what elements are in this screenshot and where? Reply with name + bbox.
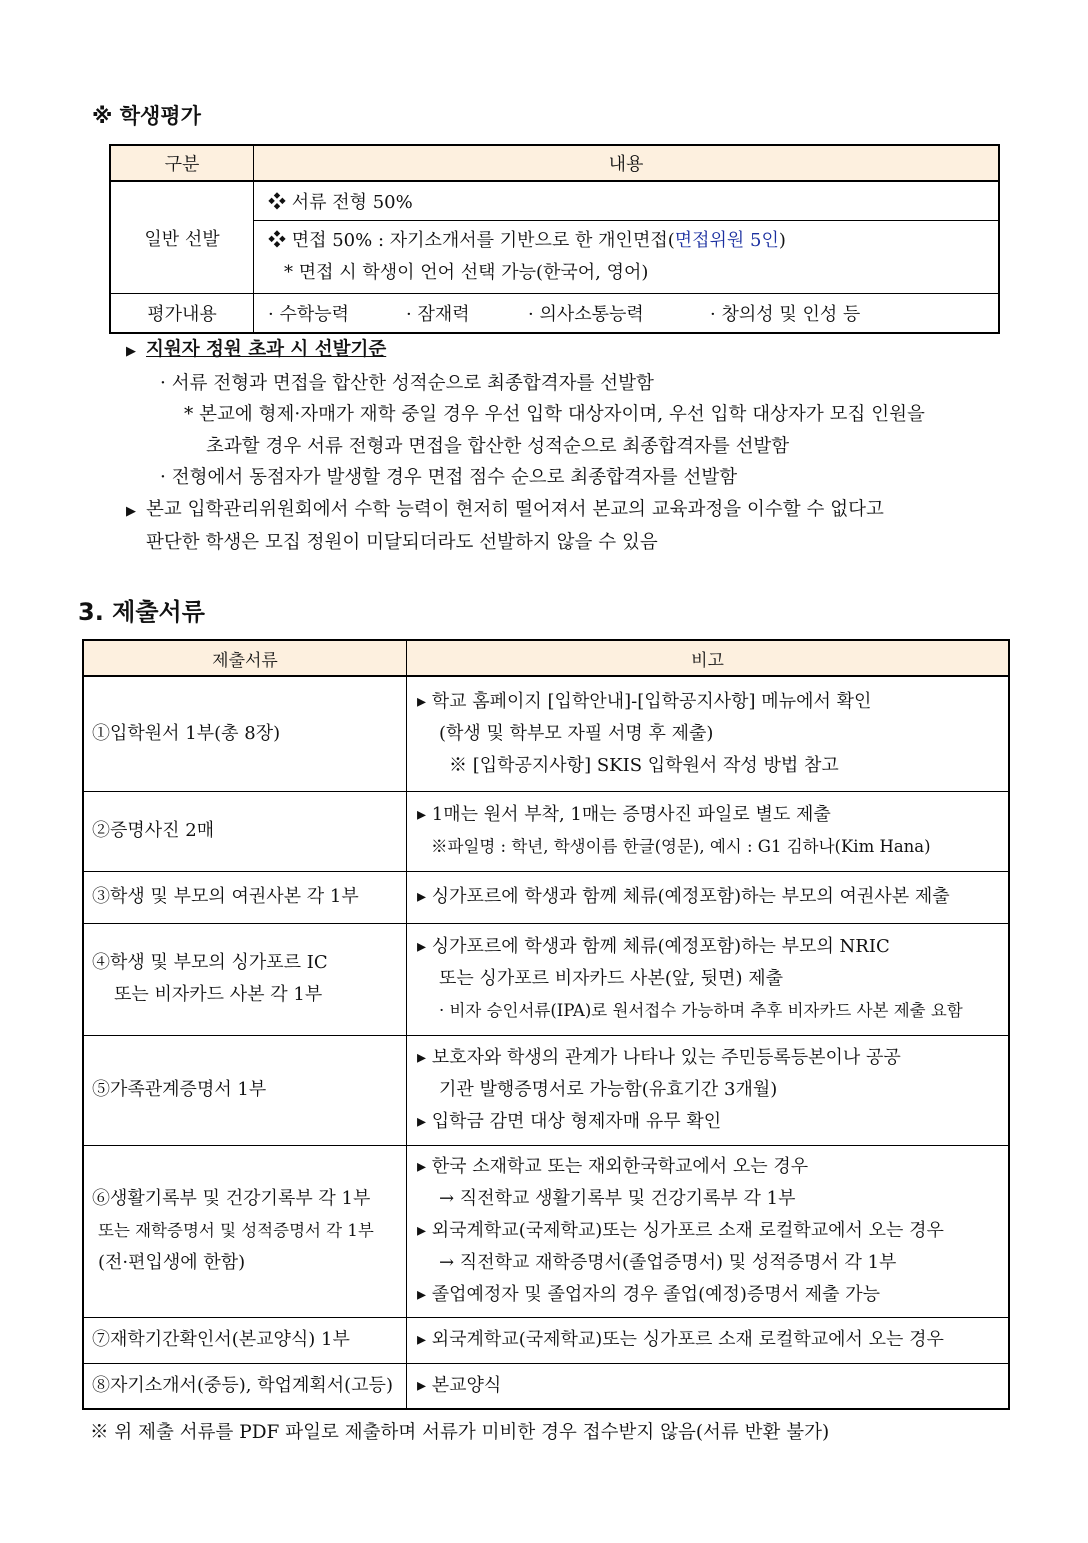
evaluation-heading: ※ 학생평가 <box>92 104 201 128</box>
interviewer-count: 면접위원 5인 <box>674 230 779 251</box>
doc-row <box>83 676 1009 791</box>
interview-text: ❖ 면접 50% : 자기소개서를 기반으로 한 개인면접( <box>268 230 675 251</box>
criteria-cell <box>254 294 1000 334</box>
doc-name-line: ⑤가족관계증명서 1부 <box>92 1079 267 1100</box>
remark-line: 기관 발행증명서로 가능함(유효기간 3개월) <box>439 1079 778 1100</box>
document-screening-cell: ❖ 서류 전형 50% <box>254 181 1000 221</box>
doc-name <box>83 1145 407 1317</box>
doc-remarks <box>407 1363 1010 1409</box>
notes-line: · 전형에서 동점자가 발생할 경우 면접 점수 순으로 최종합격자를 선발함 <box>160 467 738 488</box>
doc-name <box>83 1035 407 1145</box>
doc-name <box>83 676 407 791</box>
remark-line: ▸ 싱가포르에 학생과 함께 체류(예정포함)하는 부모의 여권사본 제출 <box>417 886 950 907</box>
triangle-bullet-icon: ▶ <box>126 344 136 359</box>
remark-line: ▸ 졸업예정자 및 졸업자의 경우 졸업(예정)증명서 제출 가능 <box>417 1284 881 1305</box>
remark-line: ▸ 입학금 감면 대상 형제자매 유무 확인 <box>417 1111 722 1132</box>
remark-line: ▸ 한국 소재학교 또는 재외한국학교에서 오는 경우 <box>417 1156 809 1177</box>
general-row-docs <box>110 181 999 221</box>
documents-table <box>82 639 1010 1410</box>
doc-name-line: ⑦재학기간확인서(본교양식) 1부 <box>92 1329 350 1350</box>
doc-remarks <box>407 676 1010 791</box>
criteria-label: 평가내용 <box>110 294 254 334</box>
doc-remarks <box>407 791 1010 871</box>
interview-note: * 면접 시 학생이 언어 선택 가능(한국어, 영어) <box>284 262 649 283</box>
doc-name-line: 또는 재학증명서 및 성적증명서 각 1부 <box>98 1221 374 1240</box>
notes-title-line <box>126 334 1016 368</box>
doc-name-line: ⑧자기소개서(중등), 학업계획서(고등) <box>92 1374 393 1396</box>
notes-line: 판단한 학생은 모집 정원이 미달되더라도 선발하지 않을 수 있음 <box>146 532 658 553</box>
remark-line: ▸ 싱가포르에 학생과 함께 체류(예정포함)하는 부모의 NRIC <box>417 936 890 957</box>
notes-line: 초과할 경우 서류 전형과 면접을 합산한 성적순으로 최종합격자를 선발함 <box>206 435 790 457</box>
doc-name-line: (전·편입생에 한함) <box>98 1252 246 1273</box>
doc-name-line: ①입학원서 1부(총 8장) <box>92 722 281 744</box>
remark-line: ▸ 외국계학교(국제학교)또는 싱가포르 소재 로컬학교에서 오는 경우 <box>417 1329 944 1350</box>
doc-row <box>83 791 1009 871</box>
doc-row <box>83 1363 1009 1409</box>
remark-line: 또는 싱가포르 비자카드 사본(앞, 뒷면) 제출 <box>439 968 783 989</box>
remark-line: → 직전학교 생활기록부 및 건강기록부 각 1부 <box>439 1188 796 1209</box>
criteria-item: · 수학능력 <box>268 304 349 325</box>
header-documents: 제출서류 <box>83 640 407 676</box>
doc-remarks <box>407 1145 1010 1317</box>
doc-name <box>83 871 407 923</box>
doc-name-line: ③학생 및 부모의 여권사본 각 1부 <box>92 886 359 907</box>
criteria-row <box>110 294 999 334</box>
criteria-item: · 창의성 및 인성 등 <box>710 304 861 325</box>
notes-line: * 본교에 형제·자매가 재학 중일 경우 우선 입학 대상자이며, 우선 입학 대상자가 모집 인원을 <box>184 404 925 425</box>
remark-line: → 직전학교 재학증명서(졸업증명서) 및 성적증명서 각 1부 <box>439 1252 897 1273</box>
remark-line: ▸ 1매는 원서 부착, 1매는 증명사진 파일로 별도 제출 <box>417 804 831 825</box>
doc-remarks <box>407 871 1010 923</box>
remark-line: ▸ 학교 홈페이지 [입학안내]-[입학공지사항] 메뉴에서 확인 <box>417 690 872 712</box>
notes-line: · 서류 전형과 면접을 합산한 성적순으로 최종합격자를 선발함 <box>160 372 654 394</box>
notes-text: 본교 입학관리위원회에서 수학 능력이 현저히 떨어져서 본교의 교육과정을 이수할 수 없다고 <box>146 498 884 520</box>
interview-line <box>268 225 984 257</box>
doc-name <box>83 923 407 1035</box>
triangle-bullet-icon: ▶ <box>126 503 136 519</box>
interview-suffix: ) <box>778 230 786 251</box>
remark-line: ※ [입학공지사항] SKIS 입학원서 작성 방법 참고 <box>449 754 839 776</box>
remark-line: ▸ 보호자와 학생의 관계가 나타나 있는 주민등록등본이나 공공 <box>417 1047 901 1068</box>
submission-footer-note: ※ 위 제출 서류를 PDF 파일로 제출하며 서류가 미비한 경우 접수받지 않음(서류 반환 불가) <box>90 1422 830 1443</box>
header-content: 내용 <box>254 145 1000 181</box>
header-remarks: 비고 <box>407 640 1010 676</box>
doc-name-line: ⑥생활기록부 및 건강기록부 각 1부 <box>92 1188 371 1209</box>
selection-notes <box>126 334 1016 559</box>
remark-line: ※파일명 : 학년, 학생이름 한글(영문), 예시 : G1 김하나(Kim Hana) <box>431 837 931 856</box>
remark-line: · 비자 승인서류(IPA)로 원서접수 가능하며 추후 비자카드 사본 제출 요함 <box>439 1001 963 1020</box>
doc-name <box>83 1317 407 1363</box>
notes-title: 지원자 정원 초과 시 선발기준 <box>146 339 387 360</box>
doc-remarks <box>407 1317 1010 1363</box>
general-selection-label: 일반 선발 <box>110 181 254 294</box>
header-category: 구분 <box>110 145 254 181</box>
remark-line: ▸ 본교양식 <box>417 1374 502 1396</box>
doc-name <box>83 1363 407 1409</box>
doc-row <box>83 923 1009 1035</box>
documents-heading: 3. 제출서류 <box>78 598 205 626</box>
doc-name <box>83 791 407 871</box>
doc-row <box>83 871 1009 923</box>
doc-name-line: ④학생 및 부모의 싱가포르 IC <box>92 952 328 973</box>
criteria-item: · 잠재력 <box>406 304 470 325</box>
evaluation-header-row <box>110 145 999 181</box>
doc-name-line: ②증명사진 2매 <box>92 820 215 841</box>
doc-row <box>83 1035 1009 1145</box>
documents-header-row <box>83 640 1009 676</box>
criteria-item: · 의사소통능력 <box>528 304 644 325</box>
doc-name-line: 또는 비자카드 사본 각 1부 <box>114 984 323 1005</box>
remark-line: ▸ 외국계학교(국제학교)또는 싱가포르 소재 로컬학교에서 오는 경우 <box>417 1220 944 1241</box>
doc-row <box>83 1145 1009 1317</box>
doc-row <box>83 1317 1009 1363</box>
remark-line: (학생 및 학부모 자필 서명 후 제출) <box>439 722 714 744</box>
interview-cell <box>254 221 1000 294</box>
evaluation-table <box>109 144 1000 334</box>
doc-remarks <box>407 1035 1010 1145</box>
doc-remarks <box>407 923 1010 1035</box>
notes-line <box>126 494 1016 528</box>
